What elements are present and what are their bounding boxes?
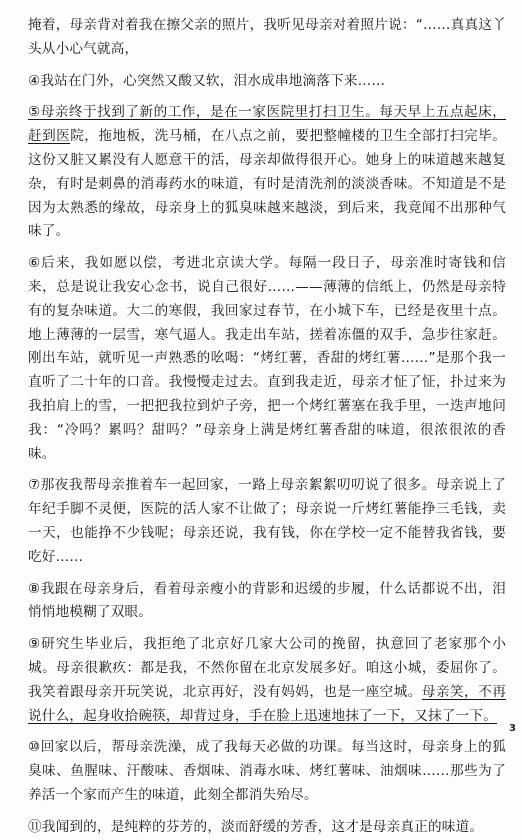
paragraph-8 — [28, 736, 506, 807]
paragraph-3 — [28, 101, 506, 244]
underlined-sentence: ⑤母亲终于找到了新的工作，是在一家医院里打扫卫生。每天早上五点起床，赶到医 — [28, 104, 506, 145]
paragraph-4 — [28, 252, 506, 466]
text-segment: ⑦那夜我帮母亲推着车一起回家，一路上母亲絮絮叨叨说了很多。母亲说上了年纪手脚不灵便，医院的活人家不让做了；母亲说一斤烤红薯能挣三毛钱，卖一天，也能挣不少钱呢；母亲还说，我有钱，你在学校一定不能替我省钱，要吃好…… — [28, 477, 506, 565]
paragraph-1 — [28, 14, 506, 62]
paragraph-2 — [28, 70, 506, 94]
text-segment: 院，拖地板，洗马桶，在八点之前，要把整幢楼的卫生全部打扫完毕。这份又脏又累没有人愿意干的活，母亲却做得很开心。她身上的味道越来越复杂，有时是刺鼻的消毒药水的味道，有时是清洗剂的淡淡香味。不知道是不是因为太熟悉的缘故，母亲身上的狐臭味越来越淡，到后来，我竟闻不出那种气味了。 — [28, 128, 506, 240]
text-segment: ⑩回家以后，帮母亲洗澡，成了我每天必做的功课。每当这时，母亲身上的狐臭味、鱼腥味、汗酸味、香烟味、消毒水味、烤红薯味、油烟味……那些为了养活一个家而产生的味道，此刻全都消失殆尽。 — [28, 739, 506, 803]
body-text — [28, 14, 506, 840]
text-segment: ⑪我闻到的，是纯粹的芬芳的，淡而舒缓的芳香，这才是母亲真正的味道。 — [28, 818, 484, 835]
page-number: 3 — [509, 723, 516, 734]
paragraph-5 — [28, 474, 506, 569]
paragraph-6 — [28, 578, 506, 626]
text-segment: ⑨研究生毕业后，我拒绝了北京好几家大公司的挽留，执意回了老家那个小城。母亲很歉疚：都是我，不然你留在北京发展多好。咱这小城，委屈你了。我笑着跟母亲开玩笑说，北京再好，没有妈妈，也是一座空城。 — [28, 636, 506, 700]
text-segment: ⑥后来，我如愿以偿，考进北京读大学。每隔一段日子，母亲准时寄钱和信来，总是说让我安心念书，说自己很好……——薄薄的信纸上，仍然是母亲特有的复杂味道。大二的寒假，我回家过春节，在小城下车，已经是夜里十点。地上薄薄的一层雪，寒气逼人。我走出车站，搓着冻僵的双手，急步往家赶。刚出车站，就听见一声熟悉的吆喝：“烤红薯，香甜的烤红薯……”是那个我一直听了二十年的口音。我慢慢走过去。直到我走近，母亲才怔了怔，扑过来为我拍肩上的雪，一把把我拉到炉子旁，把一个烤红薯塞在我手里，一迭声地问我：“冷吗？累吗？甜吗？”母亲身上满是烤红薯香甜的味道，很浓很浓的香味。 — [28, 255, 506, 462]
paragraph-9 — [28, 816, 506, 840]
underlined-sentence: 母亲笑，不再说什么，起身收拾碗筷，却背过身，手在脸上迅速地抹了一下，又抹了一下。 — [28, 683, 506, 724]
text-segment: ④我站在门外，心突然又酸又软，泪水成串地滴落下来…… — [28, 72, 386, 89]
paragraph-7 — [28, 633, 506, 728]
text-segment: ⑧我跟在母亲身后，看着母亲瘦小的背影和迟缓的步履，什么话都说不出，泪悄悄地模糊了双眼。 — [28, 580, 506, 621]
text-segment: 掩着，母亲背对着我在擦父亲的照片，我听见母亲对着照片说：“……真真这丫头从小心气就高， — [28, 17, 506, 57]
